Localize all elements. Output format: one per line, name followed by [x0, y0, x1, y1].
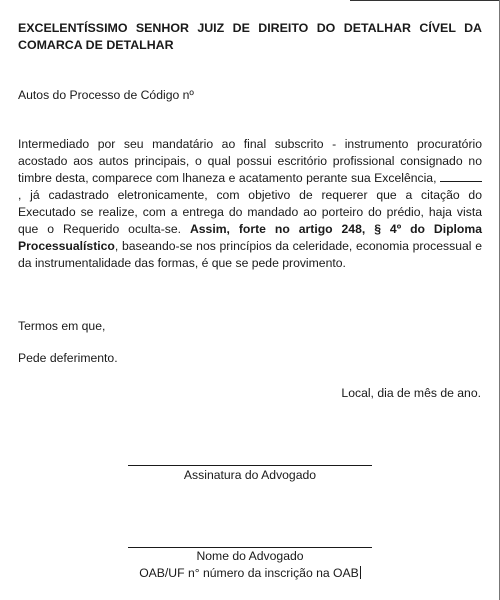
- place-date-text: Local, dia de mês de ano.: [341, 386, 481, 400]
- signature-line: [128, 465, 372, 466]
- lawyer-name-label: Nome do Advogado: [196, 549, 304, 563]
- name-blank-field[interactable]: [440, 170, 482, 182]
- top-rule: [350, 0, 500, 1]
- body-text-part1: Intermediado por seu mandatário ao final subscrito - instrumento procuratório acostado aos autos principais, o qual possui escritório profissional consignado no timbre desta, comparece com lhaneza e acatamento perante sua Excelência,: [18, 137, 482, 185]
- body-paragraph: [18, 136, 482, 272]
- signature-label: Assinatura do Advogado: [183, 468, 317, 482]
- case-reference: Autos do Processo de Código nº: [18, 88, 194, 102]
- text-cursor: [360, 566, 361, 579]
- oab-line[interactable]: [100, 565, 400, 582]
- document-heading: EXCELENTÍSSIMO SENHOR JUIZ DE DIREITO DO DETALHAR CÍVEL DA COMARCA DE DETALHAR: [18, 21, 482, 52]
- body-text-part2: , já cadastrado eletronicamente, com objetivo de requerer que a citação do Executado se realize, com a entrega do mandado ao porteiro do prédio, haja vista que o Requerido oculta-se.: [18, 188, 482, 236]
- oab-text: OAB/UF n° número da inscrição na OAB: [139, 566, 359, 580]
- request-text: Pede deferimento.: [18, 351, 118, 365]
- body-text-part3: , baseando-se nos princípios da celeridade, economia processual e da instrumentalidade das formas, é que se pede provimento.: [18, 239, 482, 270]
- body-text-bold: Assim, forte no artigo 248, § 4º do Diploma Processualístico: [18, 222, 482, 253]
- closing-text: Termos em que,: [18, 319, 106, 333]
